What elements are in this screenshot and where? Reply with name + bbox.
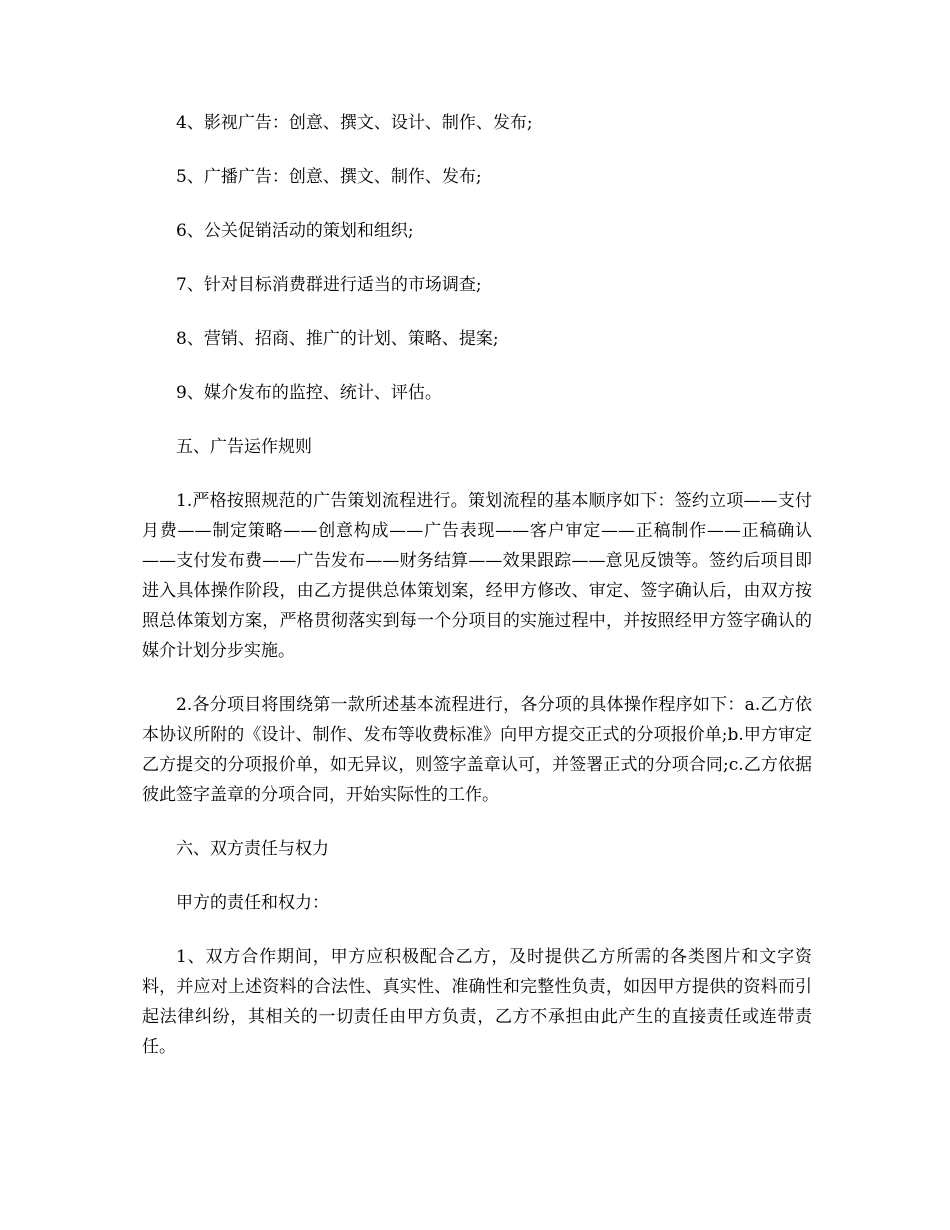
paragraph-rule-2: 2.各分项目将围绕第一款所述基本流程进行，各分项的具体操作程序如下：a.乙方依本协议所附的《设计、制作、发布等收费标准》向甲方提交正式的分项报价单;b.甲方审定乙方提交的分项报价单，如无异议，则签字盖章认可，并签署正式的分项合同;c.乙方依据彼此签字盖章的分项合同，开始实际性的工作。 xyxy=(142,695,812,805)
section-heading-ad-rules: 五、广告运作规则 xyxy=(176,437,312,457)
list-item-pr-events: 6、公关促销活动的策划和组织; xyxy=(176,221,414,241)
paragraph-party-a-1: 1、双方合作期间，甲方应积极配合乙方，及时提供乙方所需的各类图片和文字资料，并应对上述资料的合法性、真实性、准确性和完整性负责，如因甲方提供的资料而引起法律纠纷，其相关的一切责任由甲方负责，乙方不承担由此产生的直接责任或连带责任。 xyxy=(142,947,812,1057)
subheading-party-a: 甲方的责任和权力： xyxy=(176,893,329,913)
list-item-media-monitoring: 9、媒介发布的监控、统计、评估。 xyxy=(176,383,442,403)
list-item-film-ads: 4、影视广告：创意、撰文、设计、制作、发布; xyxy=(176,113,533,133)
list-item-radio-ads: 5、广播广告：创意、撰文、制作、发布; xyxy=(176,167,482,187)
list-item-market-research: 7、针对目标消费群进行适当的市场调查; xyxy=(176,275,482,295)
section-heading-responsibilities: 六、双方责任与权力 xyxy=(176,839,329,859)
paragraph-rule-1: 1.严格按照规范的广告策划流程进行。策划流程的基本顺序如下：签约立项——支付月费——制定策略——创意构成——广告表现——客户审定——正稿制作——正稿确认——支付发布费——广告发布——财务结算——效果跟踪——意见反馈等。签约后项目即进入具体操作阶段，由乙方提供总体策划案，经甲方修改、审定、签字确认后，由双方按照总体策划方案，严格贯彻落实到每一个分项目的实施过程中，并按照经甲方签字确认的媒介计划分步实施。 xyxy=(142,491,812,661)
list-item-marketing-plan: 8、营销、招商、推广的计划、策略、提案; xyxy=(176,329,499,349)
document-page xyxy=(142,108,812,1062)
